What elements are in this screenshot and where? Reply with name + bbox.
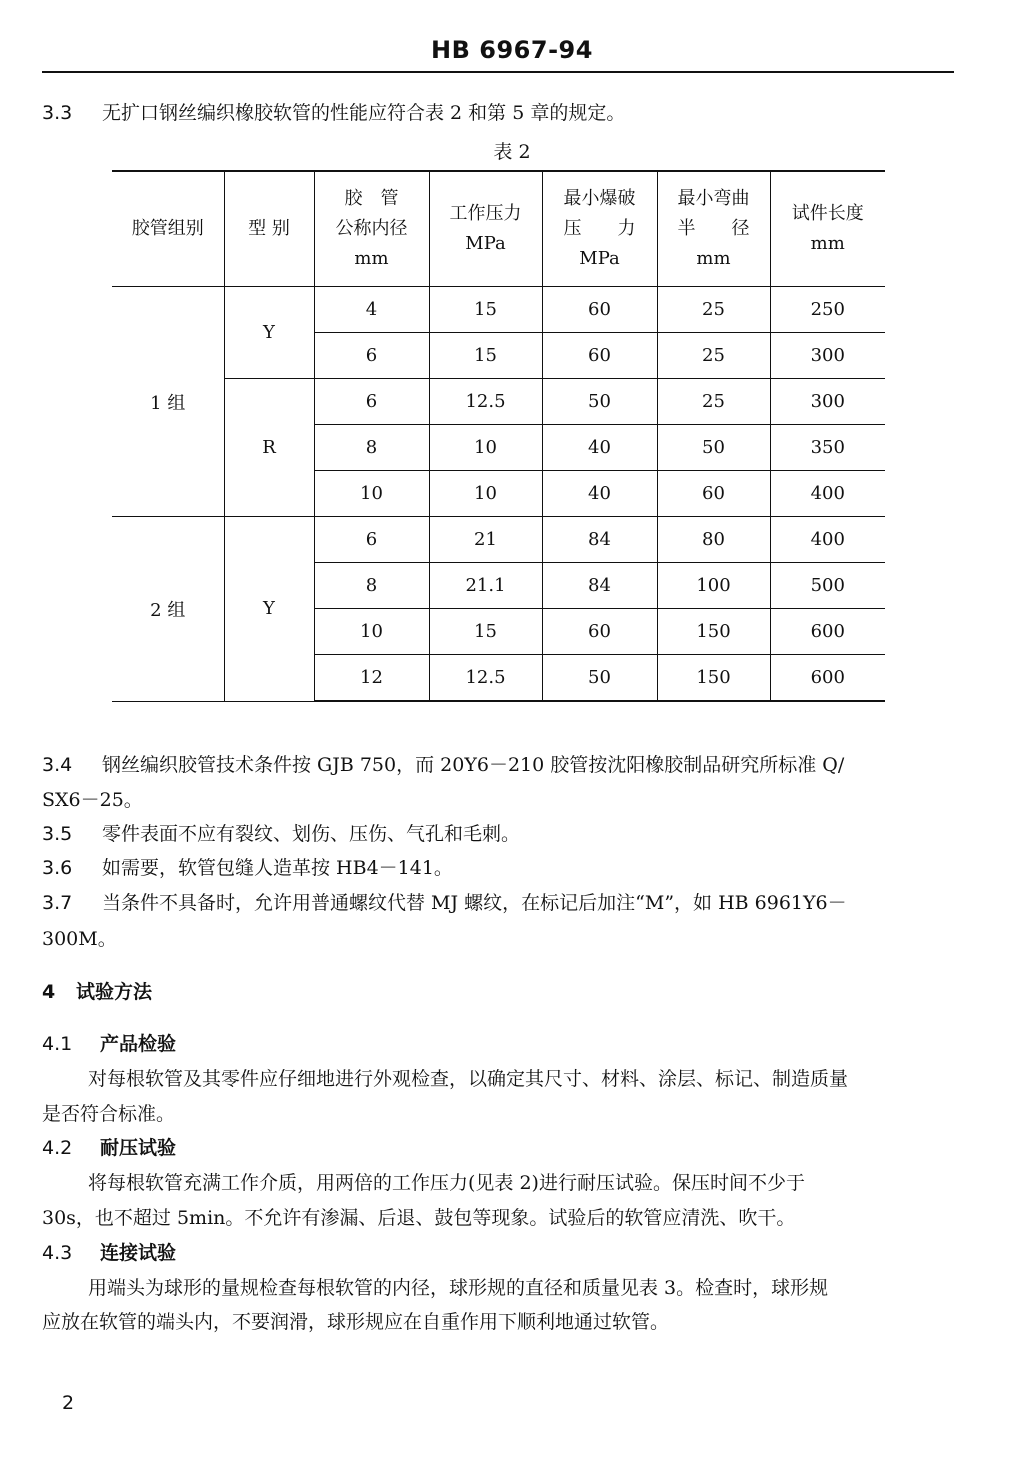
table-cell: 400	[770, 471, 885, 517]
table-header-row	[112, 171, 885, 287]
header-group: 胶管组别	[112, 171, 224, 287]
section-4-2-text: 将每根软管充满工作介质，用两倍的工作压力(见表 2)进行耐压试验。保压时间不少于	[88, 1172, 805, 1194]
table-2	[112, 170, 885, 702]
section-3-7	[42, 891, 847, 915]
section-3-4	[42, 753, 844, 777]
section-number: 3.6	[42, 857, 73, 879]
section-title: 耐压试验	[100, 1137, 177, 1159]
table-cell: 600	[770, 609, 885, 655]
table-cell: 84	[542, 517, 657, 563]
table-cell: 6	[314, 333, 429, 379]
header-pressure: 工作压力 MPa	[429, 171, 542, 287]
table-cell: 500	[770, 563, 885, 609]
table-cell: 150	[657, 655, 770, 702]
table-cell: 10	[314, 609, 429, 655]
section-title: 产品检验	[100, 1033, 177, 1055]
section-number: 4	[42, 981, 56, 1003]
section-number: 3.3	[42, 102, 73, 124]
table-cell: 6	[314, 379, 429, 425]
table-cell: 10	[429, 471, 542, 517]
table-cell: 84	[542, 563, 657, 609]
table-cell: 6	[314, 517, 429, 563]
table-cell: 300	[770, 333, 885, 379]
section-text: 零件表面不应有裂纹、划伤、压伤、气孔和毛刺。	[102, 823, 521, 845]
table-cell: 25	[657, 333, 770, 379]
type-cell: R	[224, 379, 314, 517]
section-4-2-text-cont: 30s，也不超过 5min。不允许有渗漏、后退、鼓包等现象。试验后的软管应清洗、吹干。	[42, 1207, 796, 1229]
table-cell: 350	[770, 425, 885, 471]
section-text: 如需要，软管包缝人造革按 HB4－141。	[102, 857, 453, 879]
section-title: 连接试验	[100, 1242, 177, 1264]
table-cell: 10	[314, 471, 429, 517]
table-cell: 21.1	[429, 563, 542, 609]
table-cell: 60	[657, 471, 770, 517]
table-cell: 40	[542, 425, 657, 471]
table-cell: 8	[314, 425, 429, 471]
table-cell: 40	[542, 471, 657, 517]
section-3-5	[42, 822, 520, 846]
table-cell: 400	[770, 517, 885, 563]
table-cell: 300	[770, 379, 885, 425]
section-4-3-heading	[42, 1241, 176, 1265]
table-cell: 60	[542, 287, 657, 333]
section-number: 3.7	[42, 892, 73, 914]
table-cell: 25	[657, 379, 770, 425]
table-cell: 21	[429, 517, 542, 563]
header-length: 试件长度 mm	[770, 171, 885, 287]
section-3-7-continuation: 300M。	[42, 928, 117, 950]
section-4-1-heading	[42, 1032, 176, 1056]
section-4-1-text-cont: 是否符合标准。	[42, 1103, 176, 1125]
section-number: 3.5	[42, 823, 73, 845]
header-burst: 最小爆破 压 力 MPa	[542, 171, 657, 287]
table-cell: 12.5	[429, 379, 542, 425]
section-number: 4.3	[42, 1242, 73, 1264]
section-number: 4.1	[42, 1033, 73, 1055]
header-type: 型 别	[224, 171, 314, 287]
section-text: 钢丝编织胶管技术条件按 GJB 750，而 20Y6－210 胶管按沈阳橡胶制品研究所标准 Q/	[102, 754, 845, 776]
section-number: 4.2	[42, 1137, 73, 1159]
section-number: 3.4	[42, 754, 73, 776]
page-number: 2	[62, 1392, 75, 1414]
table-cell: 12.5	[429, 655, 542, 702]
table-cell: 600	[770, 655, 885, 702]
section-4-2-heading	[42, 1136, 176, 1160]
table-cell: 50	[542, 655, 657, 702]
table-caption: 表 2	[493, 141, 531, 163]
section-text: 无扩口钢丝编织橡胶软管的性能应符合表 2 和第 5 章的规定。	[102, 102, 626, 124]
section-4-3-text: 用端头为球形的量规检查每根软管的内径，球形规的直径和质量见表 3。检查时，球形规	[88, 1277, 829, 1299]
section-3-3	[42, 101, 625, 125]
section-title: 试验方法	[76, 981, 153, 1003]
table-cell: 80	[657, 517, 770, 563]
table-cell: 8	[314, 563, 429, 609]
table-cell: 100	[657, 563, 770, 609]
section-3-4-continuation: SX6－25。	[42, 789, 143, 811]
type-cell: Y	[224, 517, 314, 702]
section-4-3-text-cont: 应放在软管的端头内，不要润滑，球形规应在自重作用下顺利地通过软管。	[42, 1311, 670, 1333]
table-row	[112, 287, 885, 333]
table-cell: 10	[429, 425, 542, 471]
table-row	[112, 517, 885, 563]
table-cell: 15	[429, 609, 542, 655]
document-code-header: HB 6967-94	[431, 36, 593, 64]
header-bend: 最小弯曲 半 径 mm	[657, 171, 770, 287]
table-cell: 15	[429, 287, 542, 333]
group-cell: 2 组	[112, 517, 224, 702]
group-cell: 1 组	[112, 287, 224, 517]
section-3-6	[42, 856, 453, 880]
table-cell: 60	[542, 609, 657, 655]
table-cell: 60	[542, 333, 657, 379]
type-cell: Y	[224, 287, 314, 379]
table-cell: 150	[657, 609, 770, 655]
table-cell: 4	[314, 287, 429, 333]
section-4-heading	[42, 980, 152, 1004]
table-cell: 50	[657, 425, 770, 471]
section-4-1-text: 对每根软管及其零件应仔细地进行外观检查，以确定其尺寸、材料、涂层、标记、制造质量	[88, 1068, 849, 1090]
section-text: 当条件不具备时，允许用普通螺纹代替 MJ 螺纹，在标记后加注“M”，如 HB 6961Y6－	[102, 892, 847, 914]
header-diameter: 胶 管 公称内径 mm	[314, 171, 429, 287]
table-cell: 15	[429, 333, 542, 379]
table-cell: 12	[314, 655, 429, 702]
table-cell: 25	[657, 287, 770, 333]
table-cell: 250	[770, 287, 885, 333]
header-rule	[42, 71, 954, 73]
table-cell: 50	[542, 379, 657, 425]
table-row	[112, 379, 885, 425]
